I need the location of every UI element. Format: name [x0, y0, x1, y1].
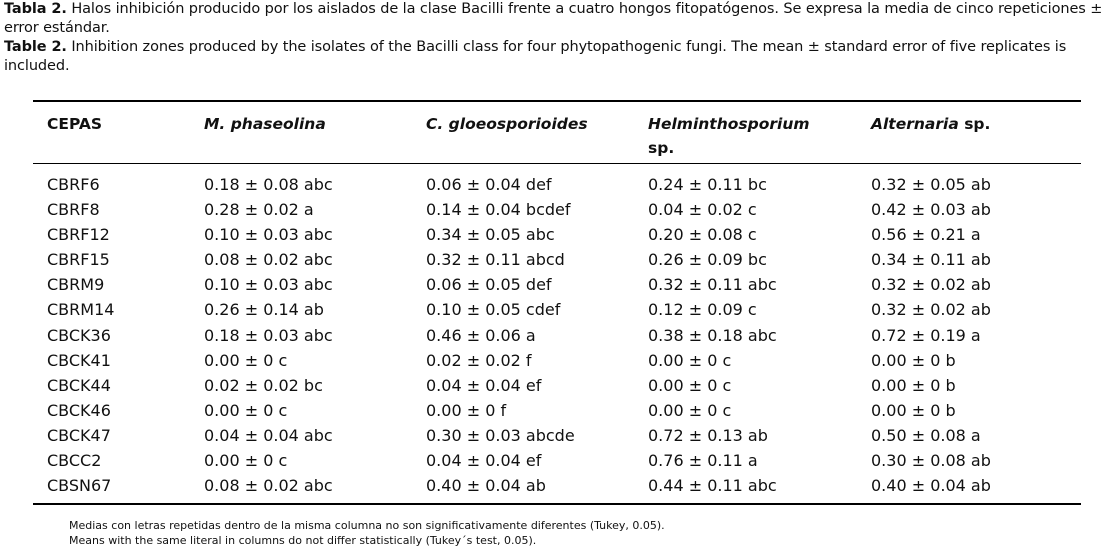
c-gloeosporioides-cell: 0.46 ± 0.06 a	[426, 325, 536, 345]
c-gloeosporioides-cell: 0.04 ± 0.04 ef	[426, 451, 542, 471]
m-phaseolina-cell: 0.26 ± 0.14 ab	[204, 300, 324, 320]
table-footnote	[69, 518, 665, 548]
table-row	[0, 247, 1113, 272]
c-gloeosporioides-cell: 0.04 ± 0.04 ef	[426, 375, 542, 395]
table-row	[0, 222, 1113, 247]
alternaria-cell: 0.00 ± 0 b	[871, 400, 956, 420]
alternaria-cell: 0.42 ± 0.03 ab	[871, 200, 991, 220]
c-gloeosporioides-cell: 0.00 ± 0 f	[426, 400, 507, 420]
table-row	[0, 172, 1113, 197]
c-gloeosporioides-cell: 0.34 ± 0.05 abc	[426, 225, 555, 245]
table-body	[0, 172, 1113, 498]
alternaria-cell: 0.40 ± 0.04 ab	[871, 476, 991, 496]
helminthosporium-cell: 0.72 ± 0.13 ab	[648, 425, 768, 445]
m-phaseolina-cell: 0.10 ± 0.03 abc	[204, 275, 333, 295]
table-row	[0, 373, 1113, 398]
alternaria-cell: 0.34 ± 0.11 ab	[871, 250, 991, 270]
helminthosporium-cell: 0.12 ± 0.09 c	[648, 300, 757, 320]
table-bottom-rule	[33, 503, 1081, 505]
table-row	[0, 323, 1113, 348]
alternaria-cell: 0.72 ± 0.19 a	[871, 325, 981, 345]
cepa-cell: CBCK46	[47, 400, 111, 420]
cepa-cell: CBRF6	[47, 175, 100, 194]
helminthosporium-cell: 0.00 ± 0 c	[648, 400, 732, 420]
header-helminthosporium-label: Helminthosporium	[648, 115, 810, 133]
m-phaseolina-cell: 0.00 ± 0 c	[204, 350, 288, 370]
helminthosporium-cell: 0.76 ± 0.11 a	[648, 451, 758, 471]
header-helminthosporium-suffix: sp.	[648, 139, 675, 157]
table-row	[0, 398, 1113, 423]
alternaria-cell: 0.56 ± 0.21 a	[871, 225, 981, 245]
m-phaseolina-cell: 0.10 ± 0.03 abc	[204, 225, 333, 245]
m-phaseolina-cell: 0.00 ± 0 c	[204, 451, 288, 471]
table-header-rule	[33, 163, 1081, 164]
cepa-cell: CBCK36	[47, 325, 111, 345]
table-row	[0, 473, 1113, 498]
c-gloeosporioides-cell: 0.30 ± 0.03 abcde	[426, 425, 575, 445]
helminthosporium-cell: 0.44 ± 0.11 abc	[648, 476, 777, 496]
caption-spanish-label: Tabla 2.	[4, 1, 67, 17]
alternaria-cell: 0.32 ± 0.05 ab	[871, 175, 991, 194]
alternaria-cell: 0.32 ± 0.02 ab	[871, 300, 991, 320]
header-cepas: CEPAS	[47, 115, 103, 133]
c-gloeosporioides-cell: 0.06 ± 0.05 def	[426, 275, 552, 295]
c-gloeosporioides-cell: 0.10 ± 0.05 cdef	[426, 300, 561, 320]
helminthosporium-cell: 0.20 ± 0.08 c	[648, 225, 757, 245]
c-gloeosporioides-cell: 0.32 ± 0.11 abcd	[426, 250, 565, 270]
m-phaseolina-cell: 0.08 ± 0.02 abc	[204, 476, 333, 496]
helminthosporium-cell: 0.00 ± 0 c	[648, 375, 732, 395]
header-alternaria	[871, 112, 990, 136]
m-phaseolina-cell: 0.08 ± 0.02 abc	[204, 250, 333, 270]
alternaria-cell: 0.00 ± 0 b	[871, 375, 956, 395]
m-phaseolina-cell: 0.00 ± 0 c	[204, 400, 288, 420]
c-gloeosporioides-cell: 0.14 ± 0.04 bcdef	[426, 200, 571, 220]
header-c-gloeosporioides	[426, 112, 588, 136]
table-row	[0, 448, 1113, 473]
cepa-cell: CBRF12	[47, 225, 110, 245]
m-phaseolina-cell: 0.28 ± 0.02 a	[204, 200, 314, 220]
helminthosporium-cell: 0.38 ± 0.18 abc	[648, 325, 777, 345]
alternaria-cell: 0.50 ± 0.08 a	[871, 425, 981, 445]
c-gloeosporioides-cell: 0.06 ± 0.04 def	[426, 175, 552, 194]
m-phaseolina-cell: 0.02 ± 0.02 bc	[204, 375, 323, 395]
header-c-gloeosporioides-label: C. gloeosporioides	[426, 115, 588, 133]
header-m-phaseolina-label: M. phaseolina	[204, 115, 326, 133]
helminthosporium-cell: 0.26 ± 0.09 bc	[648, 250, 767, 270]
cepa-cell: CBCK47	[47, 425, 111, 445]
m-phaseolina-cell: 0.04 ± 0.04 abc	[204, 425, 333, 445]
c-gloeosporioides-cell: 0.02 ± 0.02 f	[426, 350, 532, 370]
cepa-cell: CBRF15	[47, 250, 110, 270]
helminthosporium-cell: 0.32 ± 0.11 abc	[648, 275, 777, 295]
table-row	[0, 423, 1113, 448]
cepa-cell: CBCK44	[47, 375, 111, 395]
table-row	[0, 297, 1113, 322]
table-row	[0, 348, 1113, 373]
cepa-cell: CBRM14	[47, 300, 115, 320]
caption-spanish	[4, 0, 1110, 38]
header-alternaria-suffix: sp.	[964, 115, 991, 133]
alternaria-cell: 0.32 ± 0.02 ab	[871, 275, 991, 295]
table-top-rule	[33, 100, 1081, 102]
header-helminthosporium	[648, 112, 810, 160]
m-phaseolina-cell: 0.18 ± 0.08 abc	[204, 175, 333, 194]
helminthosporium-cell: 0.24 ± 0.11 bc	[648, 175, 767, 194]
caption-english-label: Table 2.	[4, 39, 67, 55]
c-gloeosporioides-cell: 0.40 ± 0.04 ab	[426, 476, 546, 496]
cepa-cell: CBRM9	[47, 275, 105, 295]
footnote-spanish: Medias con letras repetidas dentro de la misma columna no son significativamente diferentes (Tukey, 0.05).	[69, 519, 665, 532]
cepa-cell: CBCC2	[47, 451, 102, 471]
alternaria-cell: 0.00 ± 0 b	[871, 350, 956, 370]
table-row	[0, 197, 1113, 222]
cepa-cell: CBSN67	[47, 476, 112, 496]
table-row	[0, 272, 1113, 297]
cepa-cell: CBRF8	[47, 200, 100, 220]
helminthosporium-cell: 0.04 ± 0.02 c	[648, 200, 757, 220]
table-caption	[4, 0, 1110, 76]
caption-english	[4, 38, 1110, 76]
alternaria-cell: 0.30 ± 0.08 ab	[871, 451, 991, 471]
header-alternaria-label: Alternaria	[871, 115, 959, 133]
caption-english-text: Inhibition zones produced by the isolates of the Bacilli class for four phytopathogenic fungi. The mean ± standard error of five replicates is included.	[4, 39, 1067, 74]
cepa-cell: CBCK41	[47, 350, 111, 370]
m-phaseolina-cell: 0.18 ± 0.03 abc	[204, 325, 333, 345]
header-m-phaseolina	[204, 112, 326, 136]
helminthosporium-cell: 0.00 ± 0 c	[648, 350, 732, 370]
footnote-english: Means with the same literal in columns do not differ statistically (Tukey´s test, 0.05).	[69, 534, 537, 547]
caption-spanish-text: Halos inhibición producido por los aislados de la clase Bacilli frente a cuatro hongos fitopatógenos. Se expresa la media de cinco repeticiones ± error estándar.	[4, 1, 1103, 36]
